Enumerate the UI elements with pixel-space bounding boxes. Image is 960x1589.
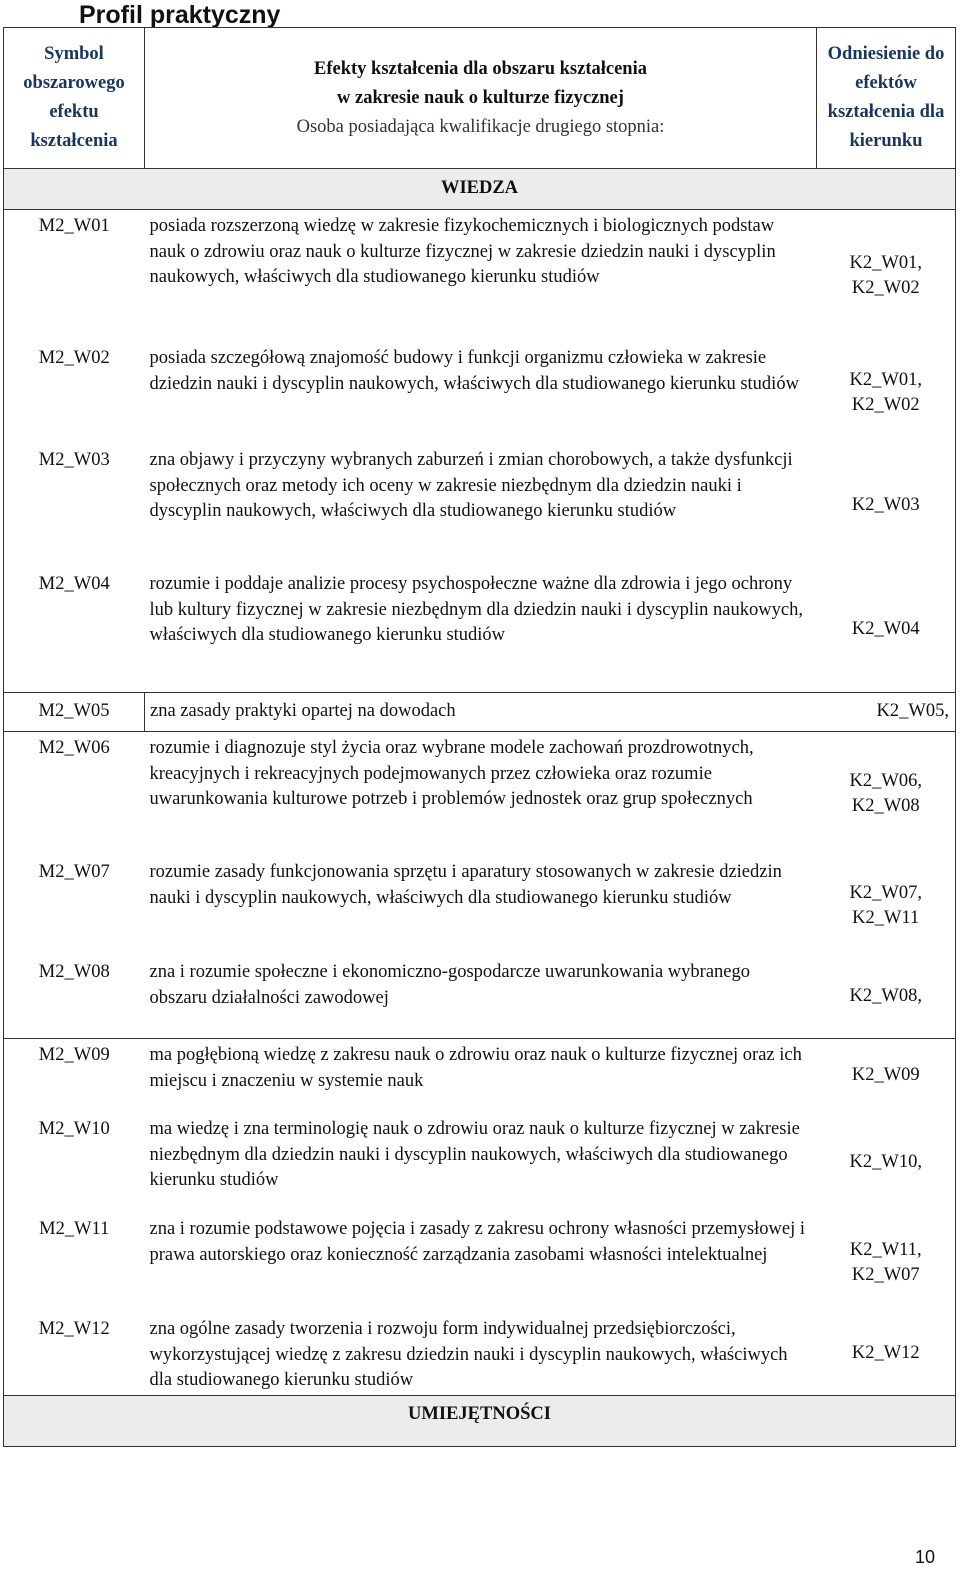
row-reference: K2_W11, K2_W07	[817, 1213, 956, 1313]
table-row	[4, 568, 956, 693]
row-description: ma wiedzę i zna terminologię nauk o zdrowiu oraz nauk o kulturze fizycznej w zakresie niezbędnym dla dziedzin nauki i dyscyplin naukowych, właściwych dla studiowanego kierunku studiów	[149, 1119, 800, 1190]
table-header-row	[4, 28, 956, 169]
row-symbol: M2_W05	[4, 693, 145, 732]
row-description: zna i rozumie społeczne i ekonomiczno-gospodarcze uwarunkowania wybranego obszaru działalności zawodowej	[145, 956, 817, 1039]
table-row	[4, 693, 956, 732]
table-row	[4, 956, 956, 1039]
row-symbol: M2_W09	[4, 1039, 145, 1114]
table-row	[4, 342, 956, 444]
row-description: zna objawy i przyczyny wybranych zaburzeń i zmian chorobowych, a także dysfunkcji społecznych oraz metody ich oceny w zakresie niezbędnym dla dziedzin nauki i dyscyplin naukowych, właściwych dla studiowanego kierunku studiów	[149, 450, 793, 521]
row-reference: K2_W09	[817, 1039, 956, 1114]
row-reference: K2_W01, K2_W02	[817, 210, 956, 343]
row-reference: K2_W05,	[817, 693, 956, 732]
header-outcomes-line2: w zakresie nauk o kulturze fizycznej	[337, 87, 624, 108]
header-reference: Odniesienie do efektów kształcenia dla kierunku	[817, 28, 956, 169]
row-description: rozumie i diagnozuje styl życia oraz wybrane modele zachowań prozdrowotnych, kreacyjnych i rekreacyjnych podejmowanych przez człowieka oraz rozumie uwarunkowania kulturowe potrzeb i problemów jednostek oraz grup społecznych	[149, 738, 754, 809]
row-reference: K2_W03	[817, 444, 956, 568]
row-symbol: M2_W06	[4, 732, 145, 857]
table-row	[4, 856, 956, 956]
row-description: posiada rozszerzoną wiedzę w zakresie fizykochemicznych i biologicznych podstaw nauk o zdrowiu oraz nauk o kulturze fizycznej w zakresie dziedzin nauki i dyscyplin naukowych, właściwych dla studiowanego kierunku studiów	[149, 216, 776, 287]
row-symbol: M2_W11	[4, 1213, 145, 1313]
table-row	[4, 1313, 956, 1396]
page-title: Profil praktyczny	[79, 1, 281, 29]
row-description: zna i rozumie podstawowe pojęcia i zasady z zakresu ochrony własności przemysłowej i prawa autorskiego oraz konieczność zarządzania zasobami własności intelektualnej	[149, 1219, 805, 1265]
row-reference: K2_W10,	[817, 1113, 956, 1213]
table-row	[4, 444, 956, 568]
table-row	[4, 732, 956, 857]
section-title: UMIEJĘTNOŚCI	[4, 1396, 956, 1447]
header-outcomes	[145, 28, 817, 169]
row-symbol: M2_W04	[4, 568, 145, 693]
row-reference: K2_W12	[817, 1313, 956, 1396]
page-number: 10	[914, 1547, 935, 1567]
row-symbol: M2_W07	[4, 856, 145, 956]
row-symbol: M2_W03	[4, 444, 145, 568]
header-symbol: Symbol obszarowego efektu kształcenia	[4, 28, 145, 169]
row-reference: K2_W06, K2_W08	[817, 732, 956, 857]
row-symbol: M2_W10	[4, 1113, 145, 1213]
row-description: posiada szczegółową znajomość budowy i funkcji organizmu człowieka w zakresie dziedzin nauki i dyscyplin naukowych, właściwych dla studiowanego kierunku studiów	[149, 348, 799, 394]
table-row	[4, 1113, 956, 1213]
row-description: rozumie i poddaje analizie procesy psychospołeczne ważne dla zdrowia i jego ochrony lub kultury fizycznej w zakresie niezbędnym dla dziedzin nauki i dyscyplin naukowych, właściwych dla studiowanego kierunku studiów	[145, 568, 817, 693]
row-description: ma pogłębioną wiedzę z zakresu nauk o zdrowiu oraz nauk o kulturze fizycznej oraz ich miejscu i znaczeniu w systemie nauk	[149, 1045, 802, 1091]
table-row	[4, 1039, 956, 1114]
header-outcomes-line3: Osoba posiadająca kwalifikacje drugiego stopnia:	[296, 116, 665, 137]
row-symbol: M2_W08	[4, 956, 145, 1039]
table-row	[4, 1213, 956, 1313]
learning-outcomes-table	[3, 27, 956, 1447]
row-symbol: M2_W02	[4, 342, 145, 444]
row-reference: K2_W08,	[817, 956, 956, 1039]
header-outcomes-line1: Efekty kształcenia dla obszaru kształcenia	[314, 58, 647, 79]
row-description: zna ogólne zasady tworzenia i rozwoju form indywidualnej przedsiębiorczości, wykorzystującej wiedzę z zakresu dziedzin nauki i dyscyplin naukowych, właściwych dla studiowanego kierunku studiów	[145, 1313, 817, 1396]
section-title: WIEDZA	[4, 169, 956, 210]
row-description: rozumie zasady funkcjonowania sprzętu i aparatury stosowanych w zakresie dziedzin nauki i dyscyplin naukowych, właściwych dla studiowanego kierunku studiów	[149, 862, 782, 908]
section-row-umiejetnosci	[4, 1396, 956, 1447]
table-row	[4, 210, 956, 343]
section-row-wiedza	[4, 169, 956, 210]
row-symbol: M2_W01	[4, 210, 145, 343]
row-description: zna zasady praktyki opartej na dowodach	[145, 693, 817, 732]
row-reference: K2_W01, K2_W02	[817, 342, 956, 444]
row-reference: K2_W07, K2_W11	[817, 856, 956, 956]
row-reference: K2_W04	[817, 568, 956, 693]
row-symbol: M2_W12	[4, 1313, 145, 1396]
